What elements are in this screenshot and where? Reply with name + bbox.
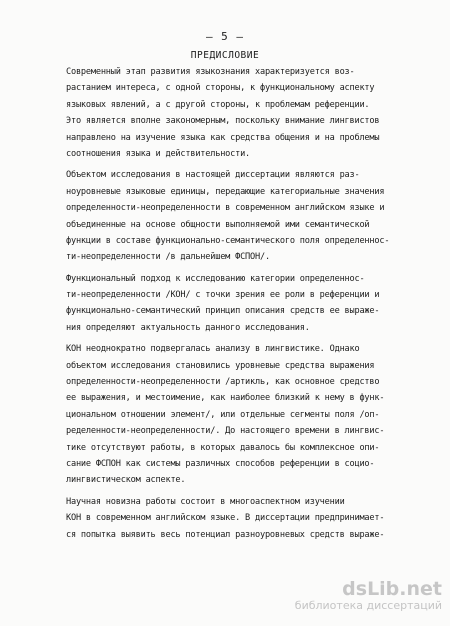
text-line: ти-неопределенности /в дальнейшем ФСПОН/. [66, 252, 270, 263]
text-line: ния определяют актуальность данного исследования. [66, 322, 310, 333]
text-line: объединенные на основе общности выполняемой ими семантической [66, 219, 370, 230]
text-line: соотношения языка и действительности. [66, 148, 251, 159]
paragraph [66, 341, 418, 489]
page-number: – 5 – [205, 30, 245, 43]
text-line: ти-неопределенности /КОН/ с точки зрения ее роли в референции и [66, 290, 380, 301]
paragraph [66, 494, 418, 543]
paragraph [66, 167, 418, 265]
watermark [295, 579, 442, 612]
text-line: функции в составе функционально-семантического поля определеннос- [66, 235, 390, 246]
paragraph [66, 64, 418, 162]
text-line: ся попытка выявить весь потенциал разноуровневых средств выраже- [66, 529, 385, 540]
text-line: циональном отношении элемент/, или отдельные сегменты поля /оп- [66, 409, 380, 420]
text-line: Это является вполне закономерным, поскольку внимание лингвистов [66, 116, 380, 127]
text-line: КОН в современном английском языке. В диссертации предпринимает- [66, 513, 385, 524]
document-body [66, 64, 418, 543]
text-line: определенности-неопределенности /артикль, как основное средство [66, 377, 380, 388]
text-line: ноуровневые языковые единицы, передающие категориальные значения [66, 186, 385, 197]
text-line: Объектом исследования в настоящей диссертации являются раз- [66, 170, 360, 181]
text-line: КОН неоднократно подвергалась анализу в лингвистике. Однако [66, 344, 360, 355]
text-line: определенности-неопределенности в современном английском языке и [66, 203, 385, 214]
text-line: Функциональный подход к исследованию категории определеннос- [66, 273, 365, 284]
text-line: Современный этап развития языкознания характеризуется воз- [66, 67, 355, 77]
text-line: ее выражения, и местоимение, как наиболее близкий к нему в функ- [66, 393, 385, 404]
text-line: лингвистическом аспекте. [66, 475, 186, 486]
text-line: ределенности-неопределенности/. До настоящего времени в лингвис- [66, 426, 385, 437]
watermark-logo: dsLib.net [342, 578, 442, 600]
text-line: функционально-семантический принцип описания средств ее выраже- [66, 306, 380, 317]
text-line: Научная новизна работы состоит в многоаспектном изучении [66, 496, 345, 507]
text-line: объектом исследования становились уровневые средства выражения [66, 360, 375, 371]
paragraph [66, 271, 418, 337]
text-line: языковых явлений, а с другой стороны, к проблемам референции. [66, 99, 370, 110]
text-line: направлено на изучение языка как средства общения и на проблемы [66, 132, 380, 143]
text-line: тике отсутствуют работы, в которых давалось бы комплексное опи- [66, 442, 380, 453]
text-line: растанием интереса, с одной стороны, к функциональному аспекту [66, 83, 375, 94]
watermark-subtitle: библиотека диссертаций [294, 599, 442, 612]
text-line: сание ФСПОН как системы различных способов референции в социо- [66, 458, 375, 469]
page-title: ПРЕДИСЛОВИЕ [190, 50, 260, 61]
